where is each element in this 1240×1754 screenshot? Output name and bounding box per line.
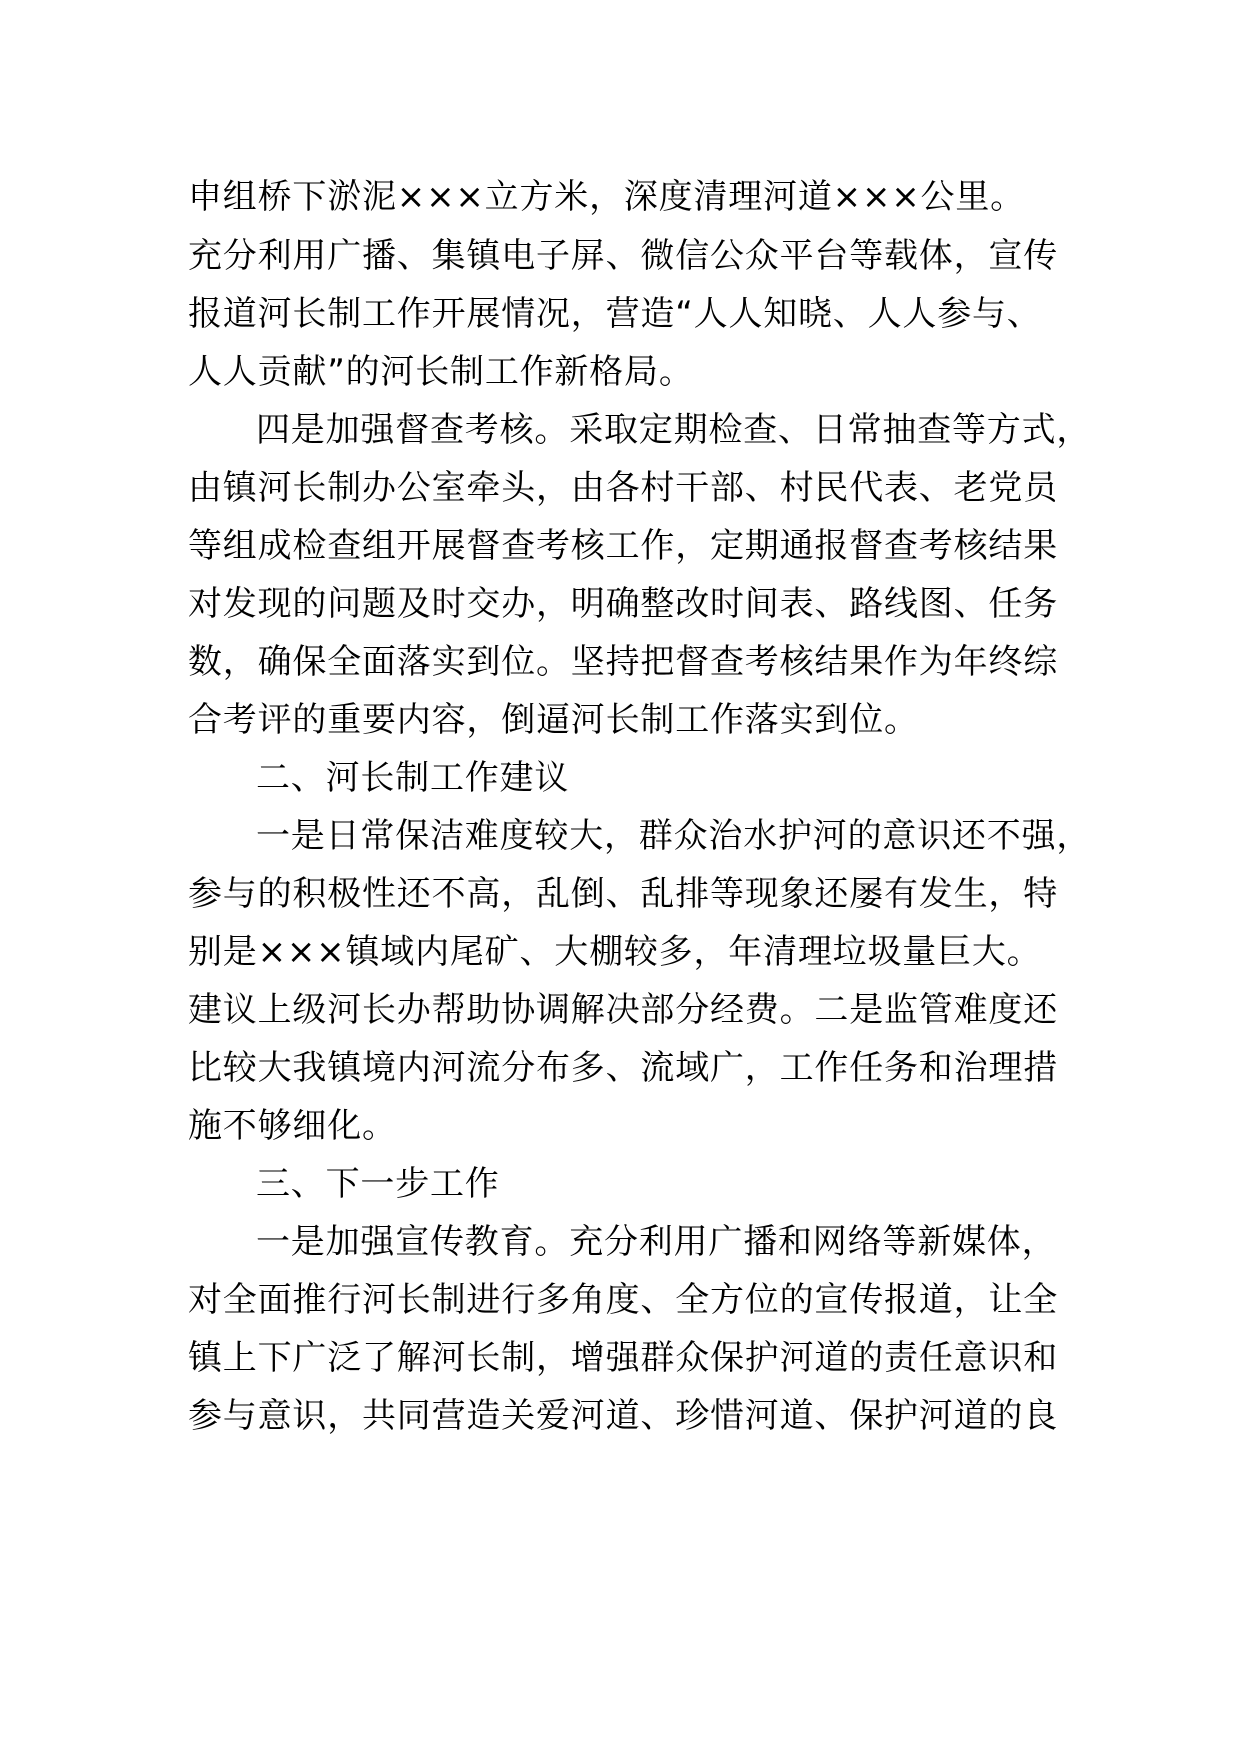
text-line-10: 合考评的重要内容，倒逼河长制工作落实到位。 bbox=[188, 700, 919, 740]
section-heading: 三、下一步工作 bbox=[256, 1164, 500, 1204]
text-line-17: 施不够细化。 bbox=[188, 1106, 397, 1146]
text-line-16: 比较大我镇境内河流分布多、流域广，工作任务和治理措 bbox=[188, 1048, 1058, 1088]
text-line-9: 数，确保全面落实到位。坚持把督查考核结果作为年终综 bbox=[188, 642, 1058, 682]
text-line-8: 对发现的问题及时交办，明确整改时间表、路线图、任务 bbox=[188, 584, 1058, 624]
text-line-3: 报道河长制工作开展情况，营造“人人知晓、人人参与、 bbox=[188, 294, 1042, 334]
text-line-1: 申组桥下淤泥×××立方米，深度清理河道×××公里。 bbox=[188, 177, 1025, 217]
paragraph-start-line: 一是加强宣传教育。充分利用广播和网络等新媒体， bbox=[256, 1222, 1057, 1262]
text-line-2: 充分利用广播、集镇电子屏、微信公众平台等载体，宣传 bbox=[188, 236, 1058, 276]
text-line-20: 对全面推行河长制进行多角度、全方位的宣传报道，让全 bbox=[188, 1280, 1058, 1320]
section-heading: 二、河长制工作建议 bbox=[256, 758, 570, 798]
text-line-7: 等组成检查组开展督查考核工作，定期通报督查考核结果 bbox=[188, 526, 1058, 566]
text-line-14: 别是×××镇域内尾矿、大棚较多，年清理垃圾量巨大。 bbox=[188, 932, 1042, 972]
text-line-15: 建议上级河长办帮助协调解决部分经费。二是监管难度还 bbox=[188, 990, 1058, 1030]
text-line-22: 参与意识，共同营造关爱河道、珍惜河道、保护河道的良 bbox=[188, 1396, 1058, 1436]
paragraph-start-line: 四是加强督查考核。采取定期检查、日常抽查等方式， bbox=[256, 410, 1092, 450]
text-line-4: 人人贡献”的河长制工作新格局。 bbox=[188, 352, 694, 392]
text-line-13: 参与的积极性还不高，乱倒、乱排等现象还屡有发生，特 bbox=[188, 874, 1058, 914]
text-line-6: 由镇河长制办公室牵头，由各村干部、村民代表、老党员 bbox=[188, 468, 1058, 508]
text-line-21: 镇上下广泛了解河长制，增强群众保护河道的责任意识和 bbox=[188, 1338, 1058, 1378]
paragraph-start-line: 一是日常保洁难度较大，群众治水护河的意识还不强， bbox=[256, 816, 1092, 856]
